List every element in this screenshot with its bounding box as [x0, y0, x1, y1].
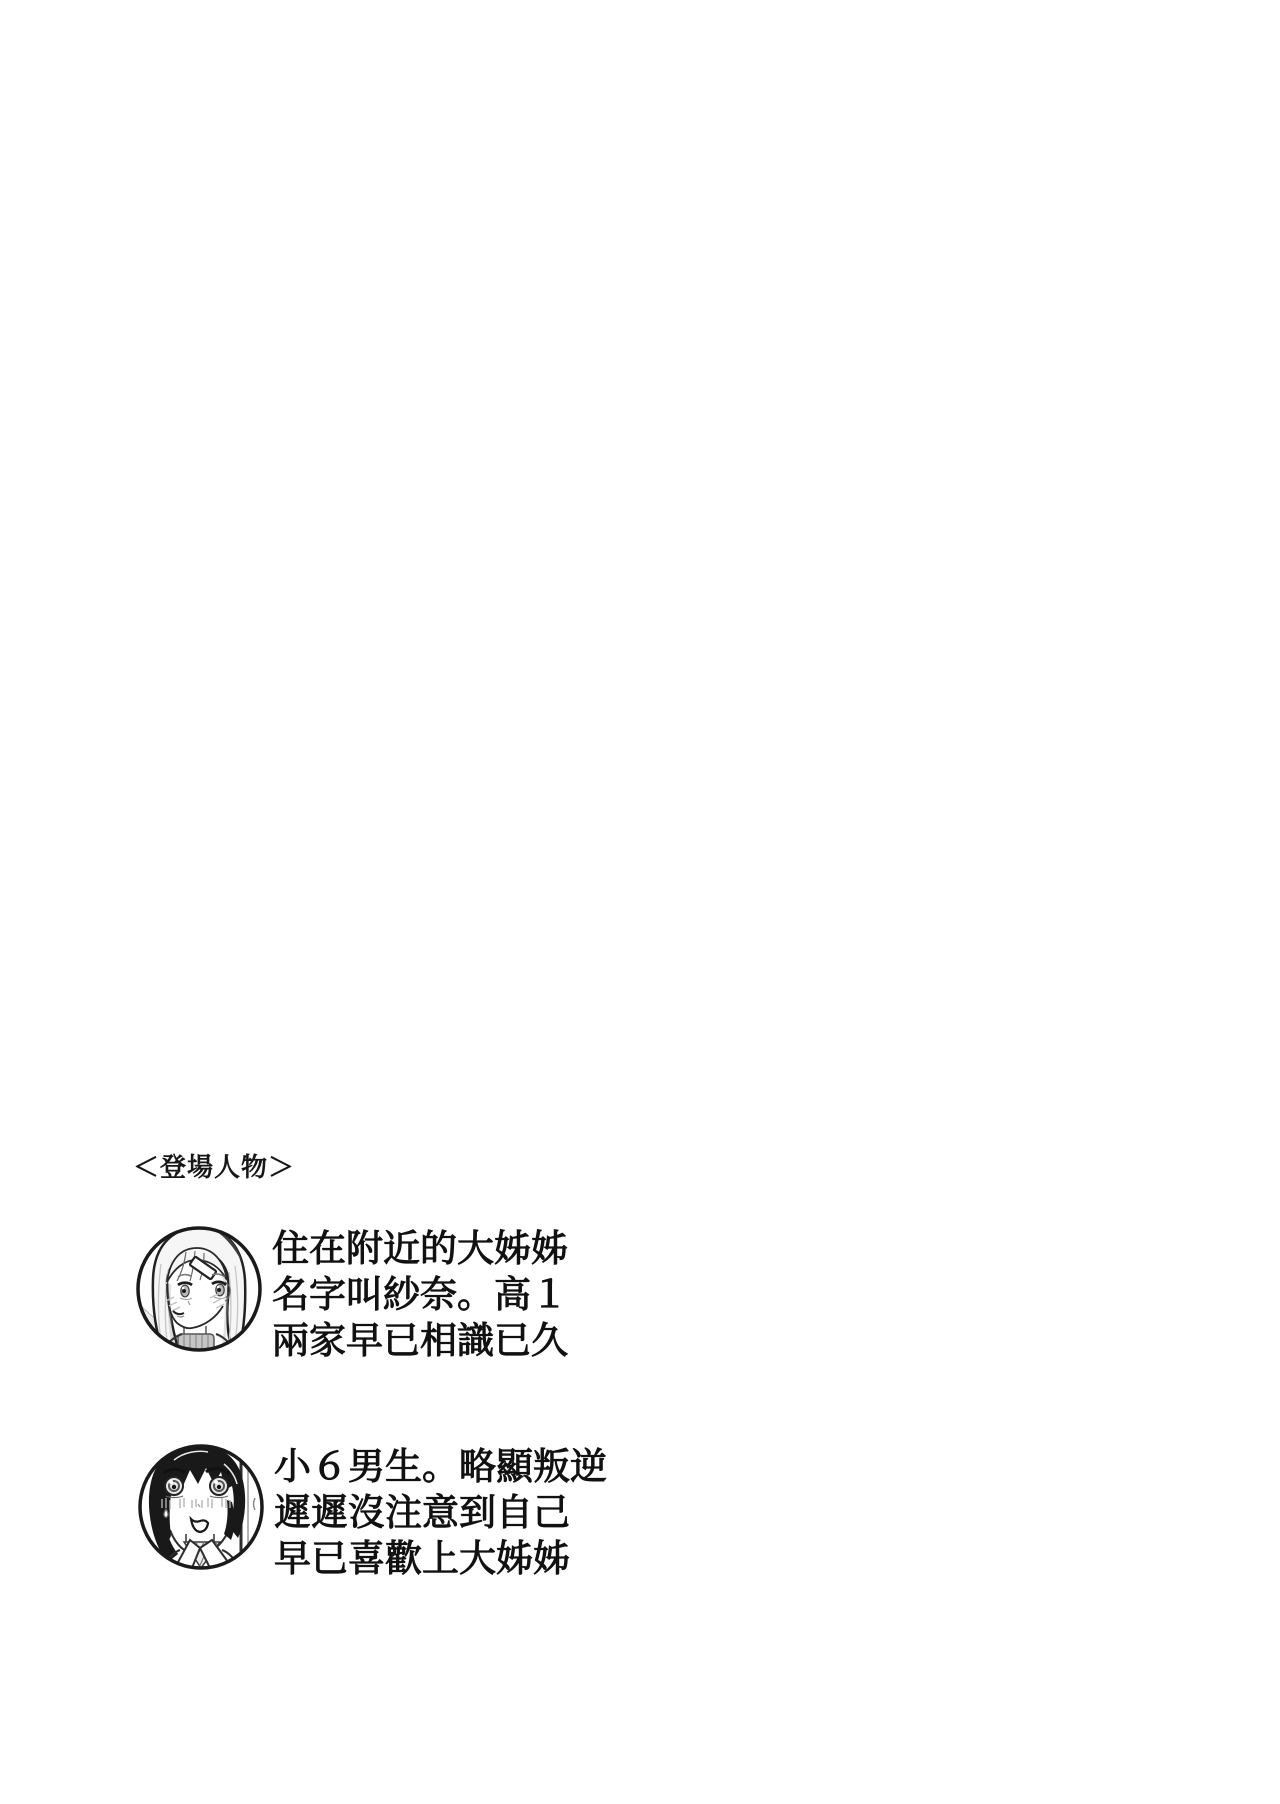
girl-portrait-illustration: [134, 1224, 264, 1354]
character-entry-sana: [134, 1224, 568, 1364]
description-line: 小６男生。略顯叛逆: [274, 1446, 607, 1487]
description-line: 名字叫紗奈。高１: [272, 1274, 568, 1315]
description-line: 住在附近的大姊姊: [272, 1228, 568, 1269]
character-entry-boy: [136, 1442, 607, 1582]
section-title: ＜登場人物＞: [133, 1152, 296, 1182]
avatar-boy: [136, 1442, 266, 1572]
boy-portrait-illustration: [136, 1442, 266, 1572]
description-line: 早已喜歡上大姊姊: [274, 1538, 570, 1579]
description-line: 兩家早已相識已久: [272, 1320, 568, 1361]
character-description-sana: [272, 1224, 568, 1364]
avatar-sana: [134, 1224, 264, 1354]
description-line: 遲遲沒注意到自己: [274, 1492, 570, 1533]
character-description-boy: [274, 1442, 607, 1582]
